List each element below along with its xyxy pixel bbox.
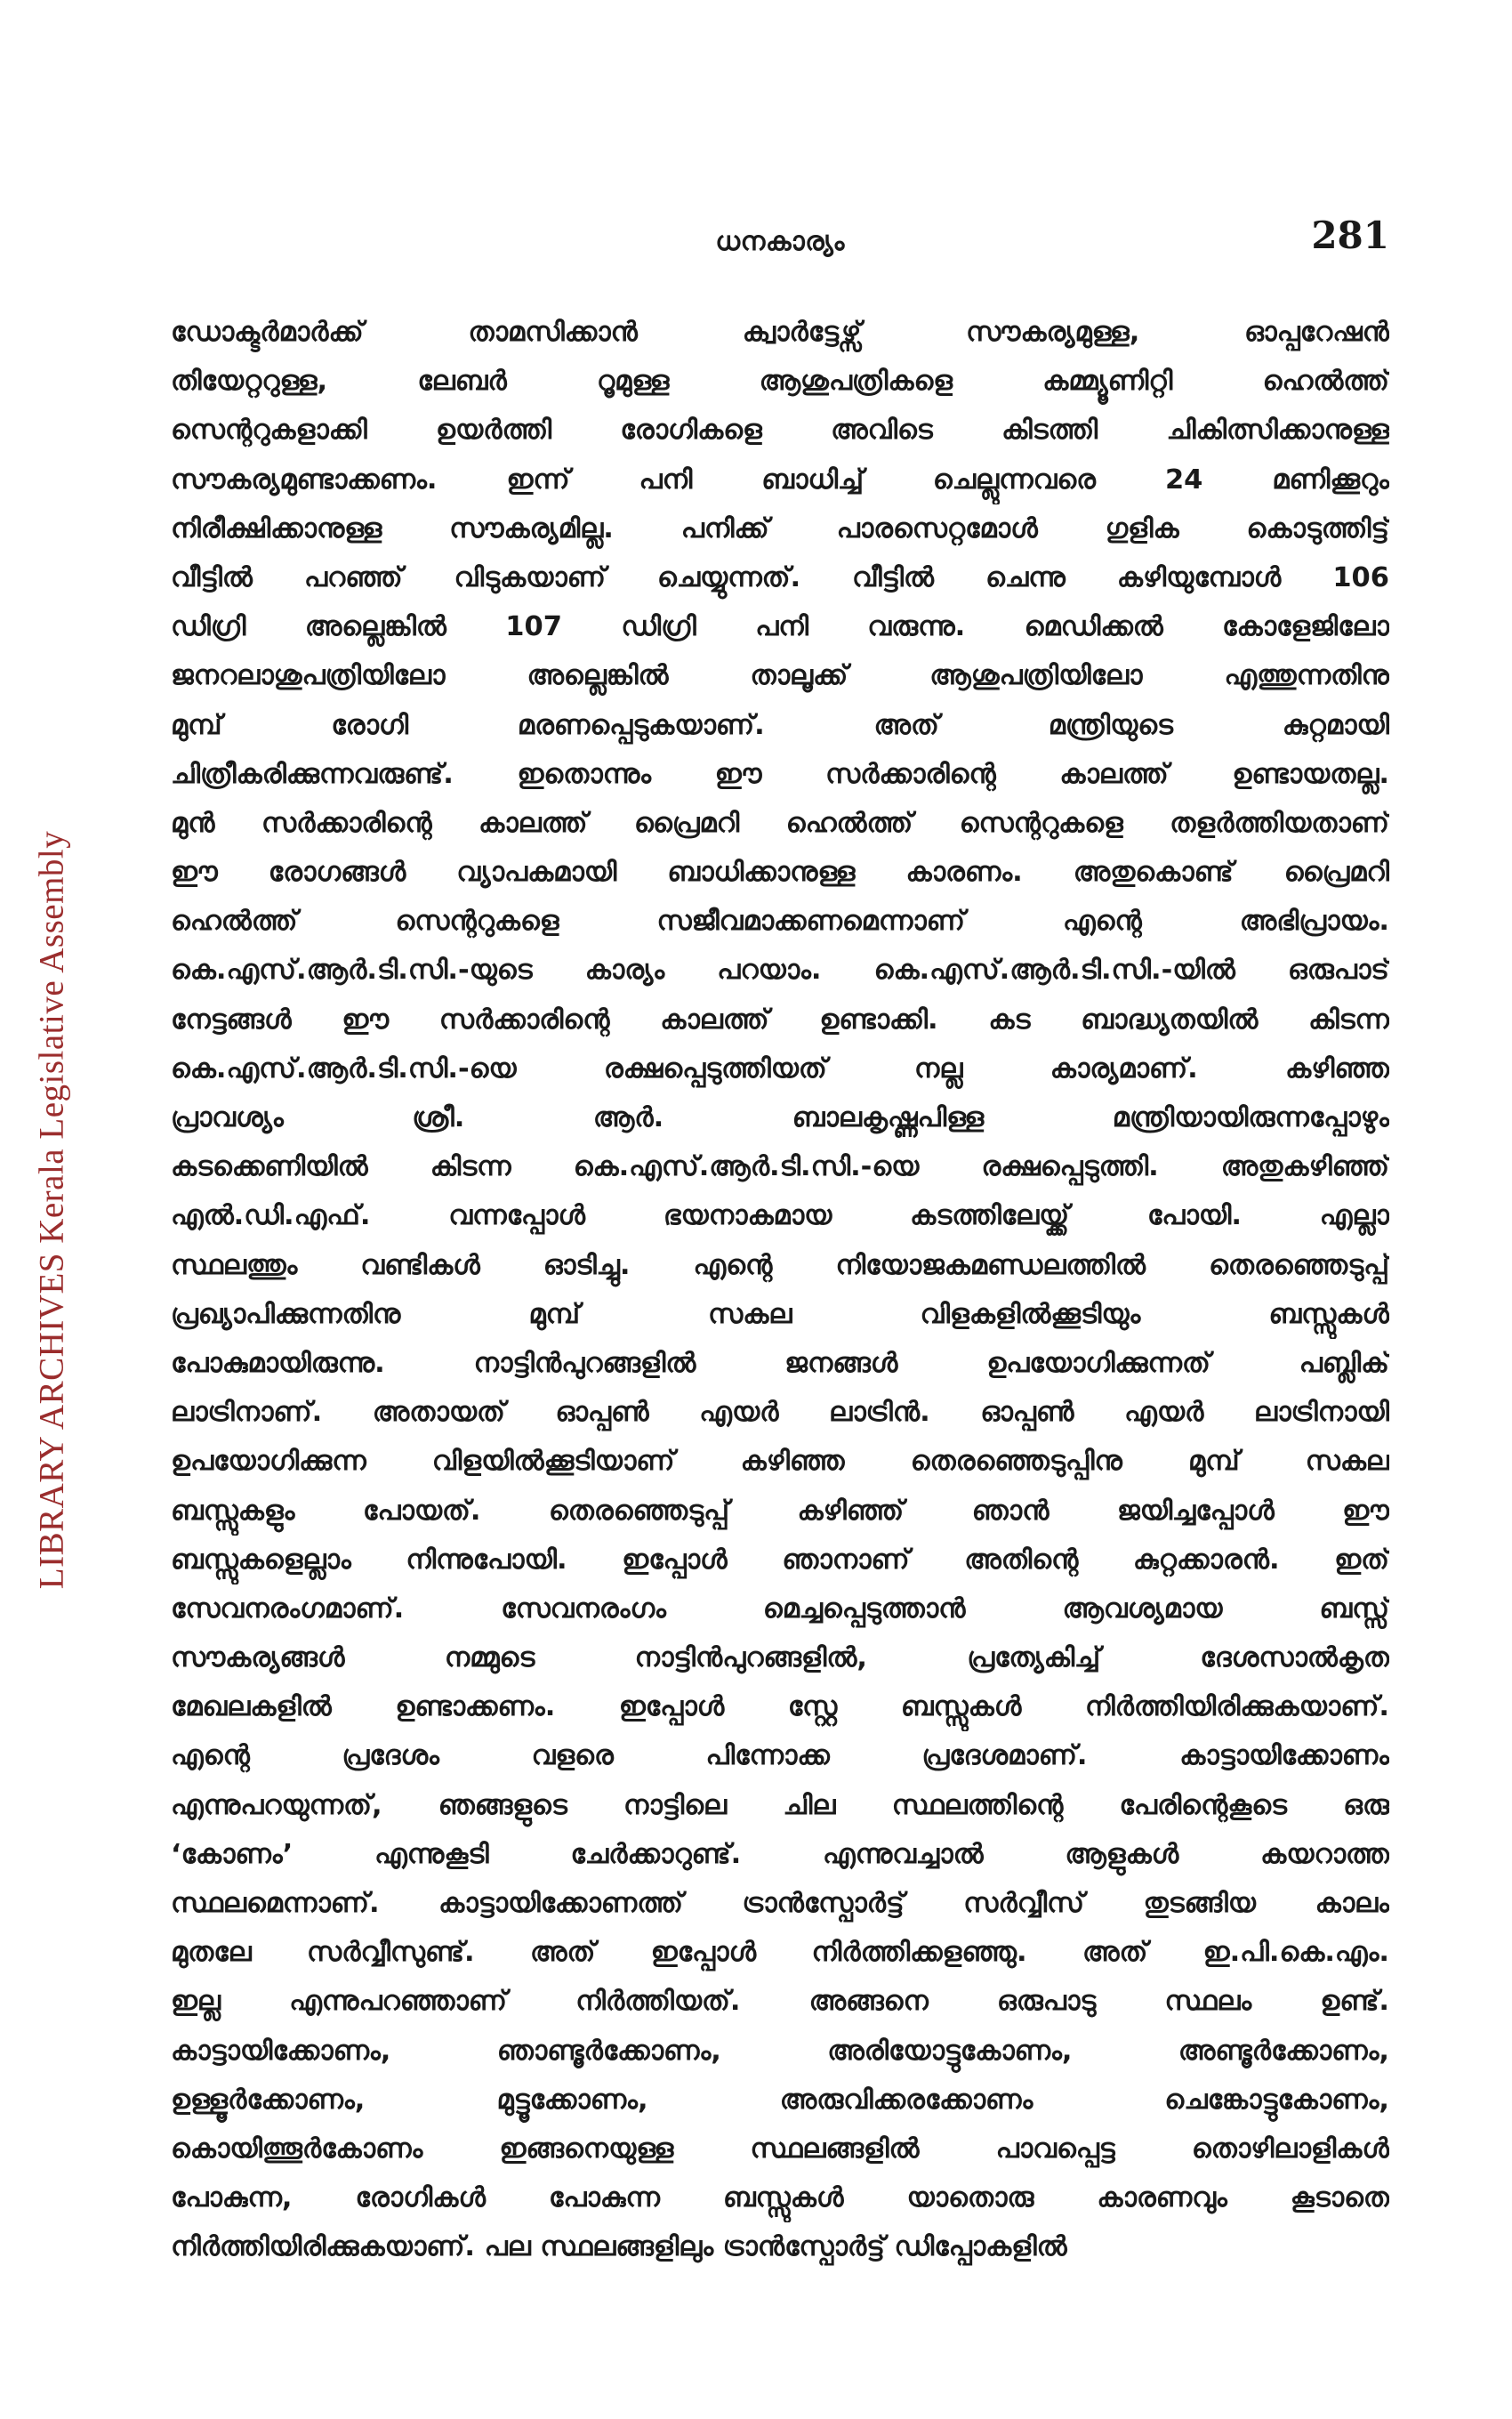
text-line: മുൻ സർക്കാരിന്റെ കാലത്ത് പ്രൈമറി ഹെൽത്ത് സെന്ററുകളെ തളർത്തിയതാണ് (171, 807, 1389, 839)
text-line: സൗകര്യമുണ്ടാക്കണം. ഇന്ന് പനി ബാധിച്ച് ചെല്ലുന്നവരെ 24 മണിക്കൂറും (171, 464, 1389, 496)
text-line: ‘കോണം’ എന്നുകൂടി ചേർക്കാറുണ്ട്. എന്നുവച്ചാൽ ആളുകൾ കയറാത്ത (171, 1838, 1389, 1870)
body-text (171, 308, 1389, 2272)
text-line: ഇല്ല എന്നുപറഞ്ഞാണ് നിർത്തിയത്. അങ്ങനെ ഒരുപാടു സ്ഥലം ഉണ്ട്. (171, 1986, 1389, 2018)
text-line: നിരീക്ഷിക്കാനുള്ള സൗകര്യമില്ല. പനിക്ക് പാരസെറ്റമോൾ ഗുളിക കൊടുത്തിട്ട് (171, 512, 1389, 544)
archive-watermark: LIBRARY ARCHIVES Kerala Legislative Assembly (32, 830, 71, 1590)
text-line: സെന്ററുകളാക്കി ഉയർത്തി രോഗികളെ അവിടെ കിടത്തി ചികിത്സിക്കാനുള്ള (171, 415, 1389, 447)
page-number: 281 (1311, 214, 1389, 257)
text-line: എന്നുപറയുന്നത്, ഞങ്ങളുടെ നാട്ടിലെ ചില സ്ഥലത്തിന്റെ പേരിന്റെകൂടെ ഒരു (171, 1789, 1389, 1821)
text-line: കടക്കെണിയിൽ കിടന്ന കെ.എസ്.ആർ.ടി.സി.-യെ രക്ഷപ്പെടുത്തി. അതുകഴിഞ്ഞ് (171, 1151, 1389, 1183)
text-line: മേഖലകളിൽ ഉണ്ടാക്കണം. ഇപ്പോൾ സ്റ്റേ ബസ്സുകൾ നിർത്തിയിരിക്കുകയാണ്. (171, 1691, 1389, 1723)
text-line: ഡോക്ടർമാർക്ക് താമസിക്കാൻ ക്വാർട്ടേഴ്സ് സൗകര്യമുള്ള, ഓപ്പറേഷൻ (171, 317, 1389, 348)
text-line: ഹെൽത്ത് സെന്ററുകളെ സജീവമാക്കണമെന്നാണ് എന്റെ അഭിപ്രായം. (171, 906, 1389, 938)
text-line: പോകുമായിരുന്നു. നാട്ടിൻപുറങ്ങളിൽ ജനങ്ങൾ ഉപയോഗിക്കുന്നത് പബ്ലിക് (171, 1347, 1389, 1379)
page-header (171, 206, 1389, 269)
text-line: ചിത്രീകരിക്കുന്നവരുണ്ട്. ഇതൊന്നും ഈ സർക്കാരിന്റെ കാലത്ത് ഉണ്ടായതല്ല. (171, 758, 1389, 790)
text-line: കൊയിത്തൂർകോണം ഇങ്ങനെയുള്ള സ്ഥലങ്ങളിൽ പാവപ്പെട്ട തൊഴിലാളികൾ (171, 2133, 1389, 2165)
text-line: കാട്ടായിക്കോണം, ഞാണ്ടൂർക്കോണം, അരിയോട്ടുകോണം, അണ്ടൂർക്കോണം, (171, 2035, 1389, 2067)
text-line: ജനറലാശുപത്രിയിലോ അല്ലെങ്കിൽ താലൂക്ക് ആശുപത്രിയിലോ എത്തുന്നതിനു (171, 660, 1389, 692)
text-line: കെ.എസ്.ആർ.ടി.സി.-യുടെ കാര്യം പറയാം. കെ.എസ്.ആർ.ടി.സി.-യിൽ ഒരുപാട് (171, 955, 1389, 987)
text-line: സ്ഥലമെന്നാണ്. കാട്ടായിക്കോണത്ത് ട്രാൻസ്പോർട്ട് സർവ്വീസ് തുടങ്ങിയ കാലം (171, 1888, 1389, 1919)
text-line: ഉപയോഗിക്കുന്ന വിളയിൽക്കൂടിയാണ് കഴിഞ്ഞ തെരഞ്ഞെടുപ്പിനു മുമ്പ് സകല (171, 1446, 1389, 1478)
text-line: മുമ്പ് രോഗി മരണപ്പെടുകയാണ്. അത് മന്ത്രിയുടെ കുറ്റമായി (171, 709, 1389, 741)
text-line: നേട്ടങ്ങൾ ഈ സർക്കാരിന്റെ കാലത്ത് ഉണ്ടാക്കി. കട ബാദ്ധ്യതയിൽ കിടന്ന (171, 1004, 1389, 1036)
text-line: സേവനരംഗമാണ്. സേവനരംഗം മെച്ചപ്പെടുത്താൻ ആവശ്യമായ ബസ്സ് (171, 1593, 1389, 1625)
text-line: മുതലേ സർവ്വീസുണ്ട്. അത് ഇപ്പോൾ നിർത്തിക്കളഞ്ഞു. അത് ഇ.പി.കെ.എം. (171, 1937, 1389, 1969)
running-title: ധനകാര്യം (715, 226, 845, 257)
text-line: പ്രഖ്യാപിക്കുന്നതിനു മുമ്പ് സകല വിളകളിൽക്കൂടിയും ബസ്സുകൾ (171, 1298, 1389, 1330)
text-line: ഉള്ളൂർക്കോണം, മുട്ടൂക്കോണം, അരുവിക്കരക്കോണം ചെങ്കോട്ടുകോണം, (171, 2084, 1389, 2116)
text-line: വീട്ടിൽ പറഞ്ഞ് വിടുകയാണ് ചെയ്യുന്നത്. വീട്ടിൽ ചെന്നു കഴിയുമ്പോൾ 106 (171, 561, 1389, 593)
text-line: പോകുന്ന, രോഗികൾ പോകുന്ന ബസ്സുകൾ യാതൊരു കാരണവും കൂടാതെ (171, 2182, 1389, 2214)
text-line: ബസ്സുകളും പോയത്. തെരഞ്ഞെടുപ്പ് കഴിഞ്ഞ് ഞാൻ ജയിച്ചപ്പോൾ ഈ (171, 1495, 1389, 1527)
text-line: എൽ.ഡി.എഫ്. വന്നപ്പോൾ ഭയനാകമായ കടത്തിലേയ്ക്ക് പോയി. എല്ലാ (171, 1200, 1389, 1232)
text-line: നിർത്തിയിരിക്കുകയാണ്. പല സ്ഥലങ്ങളിലും ട്രാൻസ്പോർട്ട് ഡിപ്പോകളിൽ (171, 2231, 1067, 2263)
text-line: സൗകര്യങ്ങൾ നമ്മുടെ നാട്ടിൻപുറങ്ങളിൽ, പ്രത്യേകിച്ച് ദേശസാൽകൃത (171, 1642, 1389, 1674)
text-line: ബസ്സുകളെല്ലാം നിന്നുപോയി. ഇപ്പോൾ ഞാനാണ് അതിന്റെ കുറ്റക്കാരൻ. ഇത് (171, 1544, 1389, 1576)
text-line: ഡിഗ്രി അല്ലെങ്കിൽ 107 ഡിഗ്രി പനി വരുന്നു. മെഡിക്കൽ കോളേജിലോ (171, 611, 1389, 643)
text-line: ഈ രോഗങ്ങൾ വ്യാപകമായി ബാധിക്കാനുള്ള കാരണം. അതുകൊണ്ട് പ്രൈമറി (171, 857, 1389, 889)
text-line: എന്റെ പ്രദേശം വളരെ പിന്നോക്ക പ്രദേശമാണ്. കാട്ടായിക്കോണം (171, 1740, 1389, 1772)
text-line: പ്രാവശ്യം ശ്രീ. ആർ. ബാലകൃഷ്ണപിള്ള മന്ത്രിയായിരുന്നപ്പോഴും (171, 1102, 1389, 1133)
text-line: സ്ഥലത്തും വണ്ടികൾ ഓടിച്ചു. എന്റെ നിയോജകമണ്ഡലത്തിൽ തെരഞ്ഞെടുപ്പ് (171, 1249, 1389, 1281)
text-line: ലാട്രിനാണ്. അതായത് ഓപ്പൺ എയർ ലാട്രിൻ. ഓപ്പൺ എയർ ലാട്രിനായി (171, 1397, 1389, 1429)
text-line: തിയേറ്ററുള്ള, ലേബർ റൂമുള്ള ആശുപത്രികളെ കമ്മ്യൂണിറ്റി ഹെൽത്ത് (171, 366, 1389, 398)
text-line: കെ.എസ്.ആർ.ടി.സി.-യെ രക്ഷപ്പെടുത്തിയത് നല്ല കാര്യമാണ്. കഴിഞ്ഞ (171, 1052, 1389, 1085)
